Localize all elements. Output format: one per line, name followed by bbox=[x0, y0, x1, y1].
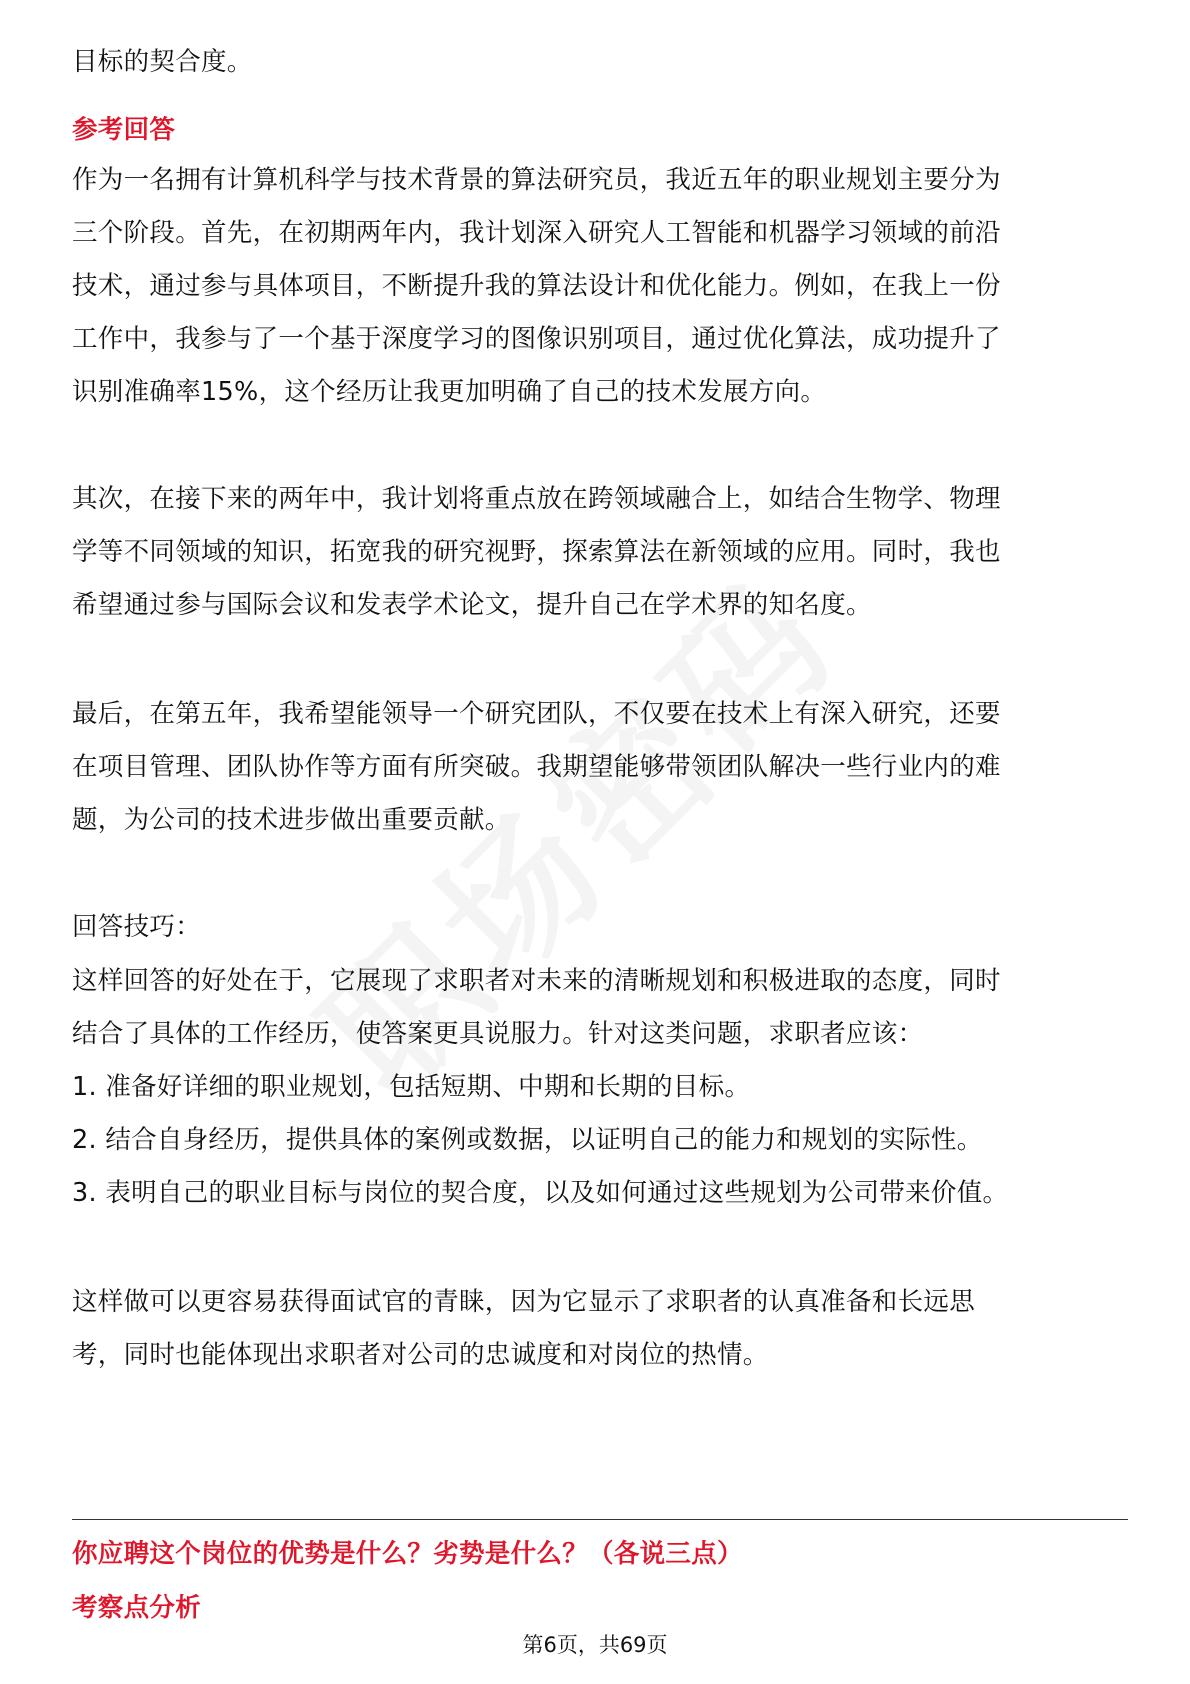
reference-answer-heading: 参考回答 bbox=[72, 115, 176, 145]
tips-line: 结合了具体的工作经历，使答案更具说服力。针对这类问题，求职者应该： bbox=[72, 1019, 924, 1049]
answer-line: 作为一名拥有计算机科学与技术背景的算法研究员，我近五年的职业规划主要分为 bbox=[72, 165, 1001, 195]
answer-line: 技术，通过参与具体项目，不断提升我的算法设计和优化能力。例如，在我上一份 bbox=[72, 271, 1001, 301]
tips-list-item: 1. 准备好详细的职业规划，包括短期、中期和长期的目标。 bbox=[72, 1072, 751, 1102]
answer-line: 学等不同领域的知识，拓宽我的研究视野，探索算法在新领域的应用。同时，我也 bbox=[72, 537, 1001, 567]
text-fragment: 目标的契合度。 bbox=[72, 47, 253, 77]
closing-line: 这样做可以更容易获得面试官的青睐，因为它显示了求职者的认真准备和长远思 bbox=[72, 1287, 976, 1317]
next-question-heading: 你应聘这个岗位的优势是什么？劣势是什么？（各说三点） bbox=[72, 1539, 743, 1569]
tips-list-item: 2. 结合自身经历，提供具体的案例或数据，以证明自己的能力和规划的实际性。 bbox=[72, 1125, 983, 1155]
tips-line: 这样回答的好处在于，它展现了求职者对未来的清晰规划和积极进取的态度，同时 bbox=[72, 966, 1001, 996]
answer-line: 在项目管理、团队协作等方面有所突破。我期望能够带领团队解决一些行业内的难 bbox=[72, 752, 1001, 782]
page-number: 第6页，共69页 bbox=[522, 1633, 668, 1657]
section-divider bbox=[72, 1519, 1128, 1520]
answer-line: 其次，在接下来的两年中，我计划将重点放在跨领域融合上，如结合生物学、物理 bbox=[72, 484, 1001, 514]
answer-line: 题，为公司的技术进步做出重要贡献。 bbox=[72, 805, 511, 835]
answer-line: 识别准确率15%，这个经历让我更加明确了自己的技术发展方向。 bbox=[72, 377, 827, 407]
tips-heading: 回答技巧： bbox=[72, 912, 202, 942]
answer-line: 希望通过参与国际会议和发表学术论文，提升自己在学术界的知名度。 bbox=[72, 590, 872, 620]
closing-line: 考，同时也能体现出求职者对公司的忠诚度和对岗位的热情。 bbox=[72, 1340, 769, 1370]
answer-line: 最后，在第五年，我希望能领导一个研究团队，不仅要在技术上有深入研究，还要 bbox=[72, 699, 1001, 729]
answer-line: 三个阶段。首先，在初期两年内，我计划深入研究人工智能和机器学习领域的前沿 bbox=[72, 218, 1001, 248]
answer-line: 工作中，我参与了一个基于深度学习的图像识别项目，通过优化算法，成功提升了 bbox=[72, 324, 1001, 354]
analysis-heading: 考察点分析 bbox=[72, 1593, 202, 1623]
tips-list-item: 3. 表明自己的职业目标与岗位的契合度，以及如何通过这些规划为公司带来价值。 bbox=[72, 1178, 1009, 1208]
